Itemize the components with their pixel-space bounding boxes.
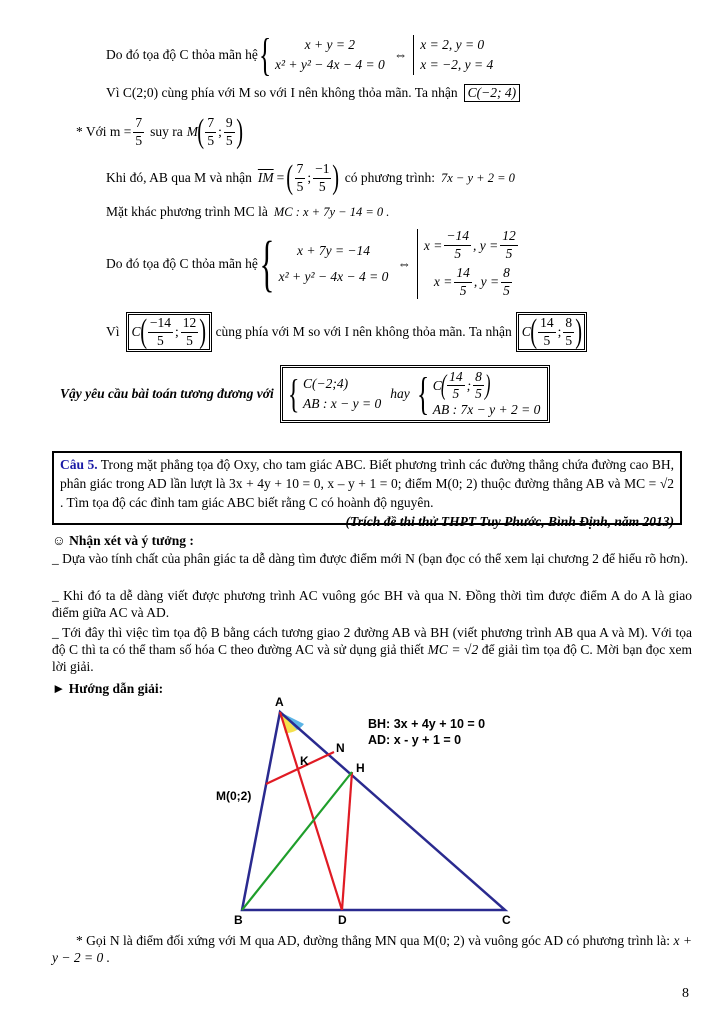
final-paragraph: * Gọi N là điểm đối xứng với M qua AD, đường thẳng MN qua M(0; 2) và vuông góc AD có phương trình là: x + y − 2 = 0 . [52,933,693,965]
guide-heading: ► Hướng dẫn giải: [52,681,164,696]
equation: x + y = 2 [304,37,356,53]
final-answer-line [60,362,550,426]
solution: x = −2, y = 4 [420,57,494,72]
text: Khi đó, AB qua M và nhận [106,170,252,185]
solution-set: x = $\frac{-14}{5}$ , y = $\frac{12}{5}$ x = $\frac{14}{5}$ , y = $\frac{8}{5}$ [417,229,523,298]
problem-card [52,451,682,529]
equation: 7x − y + 2 = 0 [441,170,515,185]
text: Do đó tọa độ C thỏa mãn hệ [106,47,258,62]
remarks-heading: ☺ Nhận xét và ý tưởng : [52,533,194,548]
system: x + 7y = −14 x² + y² − 4x − 4 = 0 [278,243,389,284]
text: Vì C(2;0) cùng phía với M so với I nên không thỏa mãn. Ta nhận [106,85,458,100]
text: có phương trình: [344,170,435,185]
label-d: D [338,913,347,927]
iff-symbol: ⇔ [393,47,408,62]
label-h: H [356,761,365,775]
label-b: B [234,913,243,927]
conclusion-line-2: Vì C ( $\frac{-14}{5}$ ; $\frac{12}{5}$ ) cùng phía với M so với I nên không thỏa mãn. Ta nhận C ( $\frac{14}{5}$ ; $\frac{8}{5}$ ) [106,310,587,354]
bisector-ad [280,712,342,910]
boxed-answer: C ( $\frac{14}{5}$ ; $\frac{8}{5}$ ) [516,312,588,352]
label-a: A [275,695,284,709]
system [272,35,388,74]
equation: MC = √2 [427,642,479,657]
ab-line: Khi đó, AB qua M và nhận $\overline{IM}$ = ( $\frac{7}{5}$ ; $\frac{-1}{5}$ ) có phương trình: 7x − y + 2 = 0 [106,159,515,196]
text: cùng phía với M so với I nên không thỏa mãn. Ta nhận [215,324,512,339]
problem-source: (Trích đề thi thử THPT Tuy Phước, Bình Định, năm 2013) [345,514,674,529]
remark-paragraph-2: _ Khi đó ta dễ dàng viết được phương trình AC vuông góc BH và qua N. Đồng thời tìm được điểm A do A là giao điểm giữa AC và AD. [52,588,692,620]
vector-label: $\overline{IM}$ [257,170,274,185]
fraction: $\frac{7}{5}$ [135,114,143,148]
system-line-2: Do đó tọa độ C thỏa mãn hệ { x + 7y = −14 x² + y² − 4x − 4 = 0 ⇔ x = $\frac{-14}{5}$ , y = $\frac{12}{5}$ x = $\frac{14}{5}$ , y = $\frac{8}{5}$ [106,226,523,302]
label-k: K [300,754,309,768]
text: suy ra [150,124,183,139]
boxed-rejected-point: C ( $\frac{-14}{5}$ ; $\frac{12}{5}$ ) [126,312,212,352]
text: * Với m = [76,124,132,139]
mc-line [106,202,389,222]
text: Do đó tọa độ C thỏa mãn hệ [106,256,258,271]
equation: x + y − 2 = 0 . [52,933,693,965]
solution-set [413,35,496,74]
equation: x² + y² − 4x − 4 = 0 [274,57,385,72]
label-c: C [502,913,511,927]
problem-label: Câu 5. [60,457,98,472]
conclusion-line-1 [106,82,520,104]
point-label: M [186,124,199,139]
triangle-figure [200,692,545,928]
system-line-1 [106,28,496,82]
page-number: 8 [682,986,689,1001]
label-n: N [336,741,345,755]
conclusion-text: Vậy yêu cầu bài toán tương đương với [60,386,274,401]
remark-paragraph-3: _ Tới đây thì việc tìm tọa độ B bằng cách tương giao 2 đường AB và BH (viết phương trình AB qua A và M). Với tọa độ C thì ta có thể tham số hóa C theo đường AC và sử dụng giả thiết MC = √2 để giải tìm tọa độ C. Mời bạn đọc xem lời giải. [52,625,693,674]
problem-text: Trong mặt phẳng tọa độ Oxy, cho tam giác ABC. Biết phương trình các đường thẳng chứa đường cao BH, phân giác trong AD lần lượt là 3x + 4y + 10 = 0, x – y + 1 = 0; điểm M(0; 2) thuộc đường thẳng AB và MC = √2 . Tìm tọa độ các đỉnh tam giác ABC biết rằng C có hoành độ nguyên. [60,457,674,510]
equation: MC : x + 7y − 14 = 0 . [273,204,390,219]
case-m-line: * Với m = $\frac{7}{5}$ suy ra M ( $\frac{7}{5}$ ; $\frac{9}{5}$ ) [76,113,243,150]
equation-ad: AD: x - y + 1 = 0 [368,733,462,747]
brace: { [258,29,271,80]
equation-bh: BH: 3x + 4y + 10 = 0 [368,717,486,731]
boxed-answer: C(−2; 4) [464,84,520,102]
text: Mặt khác phương trình MC là [106,204,268,219]
solution: x = 2, y = 0 [420,37,485,53]
label-m: M(0;2) [216,789,252,803]
boxed-final-answer: { C(−2;4) AB : x − y = 0 hay { C ( $\frac{14}{5}$ ; $\frac{8}{5}$ ) AB : 7x − y + 2 = 0 [280,365,551,424]
segment-hd [342,772,352,910]
remark-paragraph-1: _ Dựa vào tính chất của phân giác ta dễ dàng tìm được điểm mới N (bạn đọc có thể xem lại chương 2 để hiểu rõ hơn). [52,551,689,566]
